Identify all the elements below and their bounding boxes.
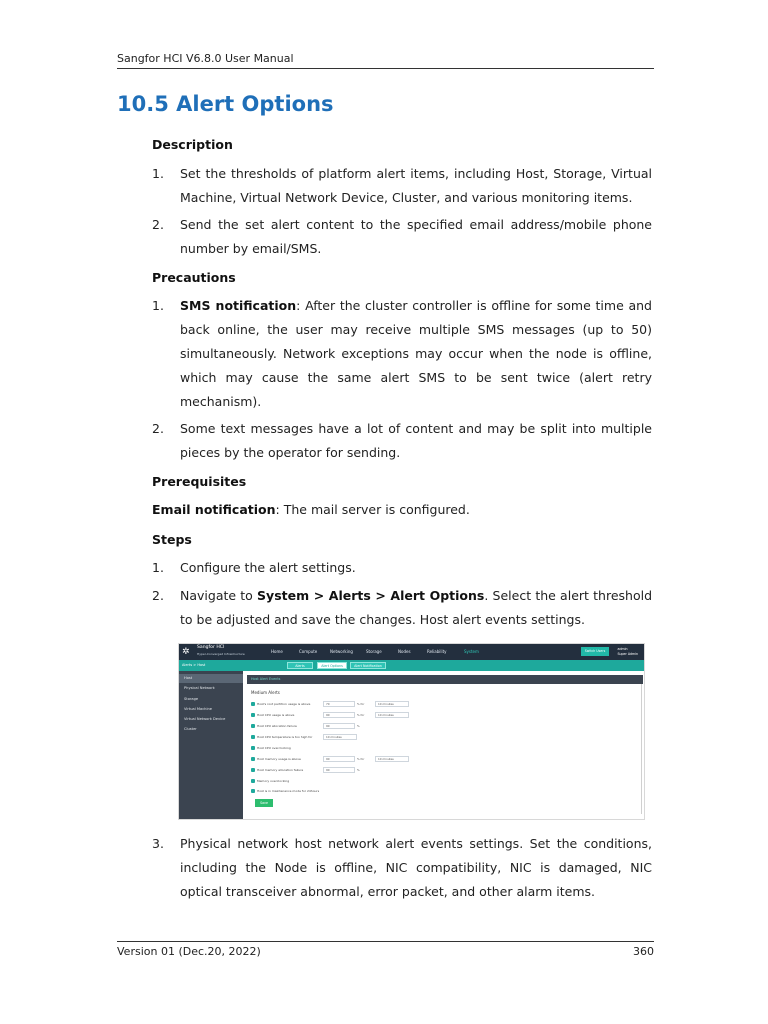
sub-nav-bar [179, 660, 644, 671]
sidebar-item-physical-network[interactable]: Physical Network [184, 686, 215, 690]
menu-path: System > Alerts > Alert Options [257, 588, 485, 603]
brand-name: Sangfor HCI [197, 645, 225, 650]
tab-alerts[interactable]: Alerts [287, 662, 313, 669]
page-footer [117, 941, 654, 959]
alert-row: Host CPU overclocking [251, 745, 631, 751]
prerequisites-text: Email notification: The mail server is configured. [152, 502, 470, 517]
step-1: 1. Configure the alert settings. [152, 560, 356, 575]
threshold-input[interactable]: 90 [323, 723, 355, 729]
threshold-input[interactable]: 90 [323, 756, 355, 762]
nav-nodes[interactable]: Nodes [398, 649, 411, 654]
duration-select[interactable]: 10 minutes [375, 712, 409, 718]
description-item-2: 2. Send the set alert content to the specified email address/mobile phone number by email/SMS. [152, 217, 652, 256]
sms-notification-label: SMS notification [180, 298, 297, 313]
page-number: 360 [633, 945, 654, 958]
duration-select[interactable]: 10 minutes [375, 756, 409, 762]
sidebar-item-virtual-machine[interactable]: Virtual Machine [184, 707, 212, 711]
description-item-1: 1. Set the thresholds of platform alert items, including Host, Storage, Virtual Machine, Virtual Network Device, Cluster, and various monitoring items. [152, 166, 652, 205]
description-heading: Description [152, 137, 233, 152]
nav-reliability[interactable]: Reliability [427, 649, 447, 654]
checkbox[interactable] [251, 724, 255, 728]
alert-row: Host CPU allocation failure 90 % [251, 723, 631, 729]
checkbox[interactable] [251, 768, 255, 772]
alert-row: Host memory allocation failure 90 % [251, 767, 631, 773]
sidebar-item-virtual-network-device[interactable]: Virtual Network Device [184, 717, 226, 721]
threshold-input[interactable]: 90 [323, 712, 355, 718]
save-button[interactable]: Save [255, 799, 273, 807]
switch-users-button[interactable]: Switch Users [581, 647, 609, 656]
step-3: 3. Physical network host network alert events settings. Set the conditions, including the Node is offline, NIC compatibility, NIC is damaged, NIC optical transceiver abnormal, error packet, and other alarm items. [152, 836, 652, 899]
nav-system[interactable]: System [464, 649, 479, 654]
nav-home[interactable]: Home [271, 649, 283, 654]
brand-sub: Hyper-Converged Infrastructure [197, 652, 245, 656]
manual-title: Sangfor HCI V6.8.0 User Manual [117, 52, 294, 65]
panel-header [247, 675, 643, 684]
precautions-item-2: 2. Some text messages have a lot of content and may be split into multiple pieces by the operator for sending. [152, 421, 652, 460]
sidebar-item-storage[interactable]: Storage [184, 697, 199, 701]
checkbox[interactable] [251, 779, 255, 783]
sangfor-logo-icon: ✲ [182, 647, 190, 657]
account-info[interactable]: admin Super Admin [617, 647, 638, 656]
prerequisites-heading: Prerequisites [152, 474, 247, 489]
threshold-input[interactable]: 70 [323, 701, 355, 707]
alert-row: Host CPU temperature is too high for 10 minutes [251, 734, 631, 740]
top-nav-bar [179, 644, 644, 660]
checkbox[interactable] [251, 757, 255, 761]
sidebar [179, 671, 243, 820]
tab-alert-options[interactable]: Alert Options [317, 662, 347, 669]
alert-row: Host's root partition usage is above 70 % for 10 minutes [251, 701, 631, 707]
checkbox[interactable] [251, 746, 255, 750]
threshold-input[interactable]: 90 [323, 767, 355, 773]
email-notification-label: Email notification [152, 502, 276, 517]
alert-row: Host CPU usage is above 90 % for 10 minutes [251, 712, 631, 718]
checkbox[interactable] [251, 735, 255, 739]
alert-options-screenshot [178, 643, 645, 820]
sidebar-item-cluster[interactable]: Cluster [184, 727, 197, 731]
scrollbar[interactable] [641, 684, 642, 814]
nav-storage[interactable]: Storage [366, 649, 382, 654]
checkbox[interactable] [251, 713, 255, 717]
nav-compute[interactable]: Compute [299, 649, 318, 654]
sidebar-item-host[interactable]: Host [179, 674, 243, 683]
page-header [117, 52, 654, 69]
duration-select[interactable]: 10 minutes [375, 701, 409, 707]
alert-row: Host is in maintenance mode for 24hours [251, 788, 631, 794]
section-title: 10.5 Alert Options [117, 92, 334, 116]
precautions-item-1: 1. SMS notification: After the cluster controller is offline for some time and back online, the user may receive multiple SMS messages (up to 50) simultaneously. Network exceptions may occur when the node is offline, which may cause the same alert SMS to be sent twice (alert retry mechanism). [152, 298, 652, 409]
breadcrumb: Alerts > Host [182, 663, 206, 667]
steps-heading: Steps [152, 532, 192, 547]
panel-title: Host Alert Events [251, 677, 281, 681]
duration-select[interactable]: 10 minutes [323, 734, 357, 740]
nav-networking[interactable]: Networking [330, 649, 353, 654]
step-2: 2. Navigate to System > Alerts > Alert Options. Select the alert threshold to be adjusted and save the changes. Host alert events settings. [152, 588, 652, 627]
alert-row: Host memory usage is above 90 % for 10 minutes [251, 756, 631, 762]
medium-alerts-title: Medium Alerts [251, 690, 280, 695]
checkbox[interactable] [251, 702, 255, 706]
version-label: Version 01 (Dec.20, 2022) [117, 945, 261, 958]
alert-row: Memory overclocking [251, 778, 631, 784]
tab-alert-notification[interactable]: Alert Notification [350, 662, 386, 669]
precautions-heading: Precautions [152, 270, 236, 285]
checkbox[interactable] [251, 789, 255, 793]
